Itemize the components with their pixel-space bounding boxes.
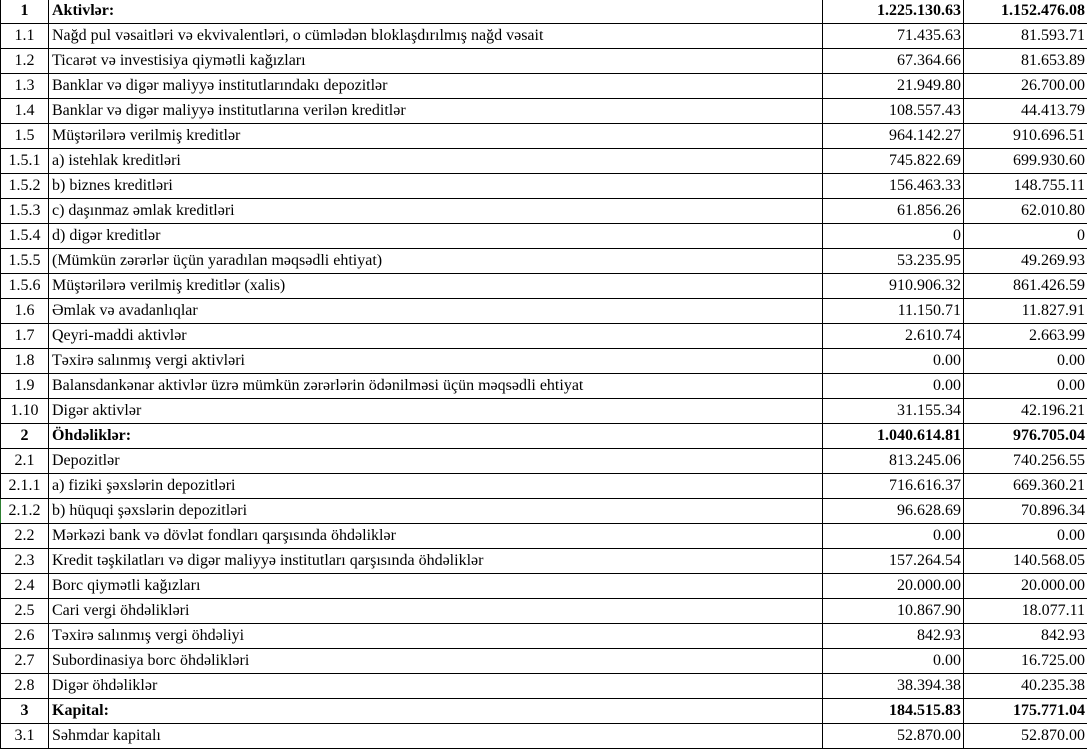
table-row[interactable] xyxy=(1,549,1087,574)
value-current-cell[interactable]: 52.870.00 xyxy=(823,724,964,749)
value-previous-cell[interactable]: 44.413.79 xyxy=(964,99,1087,124)
value-current-cell[interactable]: 716.616.37 xyxy=(823,474,964,499)
row-number-cell[interactable]: 1.5 xyxy=(1,124,49,149)
row-number-cell[interactable]: 1.2 xyxy=(1,49,49,74)
row-number-cell[interactable]: 2.1 xyxy=(1,449,49,474)
row-label-cell[interactable]: Kapital: xyxy=(49,699,823,724)
table-row[interactable] xyxy=(1,574,1087,599)
row-label-cell[interactable]: (Mümkün zərərlər üçün yaradılan məqsədli ehtiyat) xyxy=(49,249,823,274)
value-previous-cell[interactable]: 11.827.91 xyxy=(964,299,1087,324)
table-row[interactable] xyxy=(1,49,1087,74)
value-current-cell[interactable]: 157.264.54 xyxy=(823,549,964,574)
row-number-cell[interactable]: 1.5.1 xyxy=(1,149,49,174)
table-row[interactable] xyxy=(1,374,1087,399)
value-previous-cell[interactable]: 26.700.00 xyxy=(964,74,1087,99)
row-number-cell[interactable]: 2.3 xyxy=(1,549,49,574)
value-previous-cell[interactable]: 2.663.99 xyxy=(964,324,1087,349)
table-row[interactable] xyxy=(1,124,1087,149)
value-current-cell[interactable]: 184.515.83 xyxy=(823,699,964,724)
row-number-cell[interactable]: 2.2 xyxy=(1,524,49,549)
row-label-cell[interactable]: Digər öhdəliklər xyxy=(49,674,823,699)
value-previous-cell[interactable]: 16.725.00 xyxy=(964,649,1087,674)
value-previous-cell[interactable]: 0.00 xyxy=(964,374,1087,399)
row-label-cell[interactable]: Subordinasiya borc öhdəlikləri xyxy=(49,649,823,674)
value-previous-cell[interactable]: 18.077.11 xyxy=(964,599,1087,624)
row-label-cell[interactable]: b) hüquqi şəxslərin depozitləri xyxy=(49,499,823,524)
table-row[interactable] xyxy=(1,99,1087,124)
value-current-cell[interactable]: 21.949.80 xyxy=(823,74,964,99)
row-label-cell[interactable]: Müştərilərə verilmiş kreditlər xyxy=(49,124,823,149)
row-label-cell[interactable]: Kredit təşkilatları və digər maliyyə institutları qarşısında öhdəliklər xyxy=(49,549,823,574)
value-current-cell[interactable]: 71.435.63 xyxy=(823,24,964,49)
value-previous-cell[interactable]: 0.00 xyxy=(964,349,1087,374)
table-row[interactable] xyxy=(1,249,1087,274)
value-previous-cell[interactable]: 910.696.51 xyxy=(964,124,1087,149)
value-previous-cell[interactable]: 861.426.59 xyxy=(964,274,1087,299)
value-current-cell[interactable]: 745.822.69 xyxy=(823,149,964,174)
value-previous-cell[interactable]: 81.653.89 xyxy=(964,49,1087,74)
value-current-cell[interactable]: 1.040.614.81 xyxy=(823,424,964,449)
row-label-cell[interactable]: Təxirə salınmış vergi aktivləri xyxy=(49,349,823,374)
row-number-cell[interactable]: 1.8 xyxy=(1,349,49,374)
row-number-cell[interactable]: 1.9 xyxy=(1,374,49,399)
row-number-cell[interactable]: 1.7 xyxy=(1,324,49,349)
value-previous-cell[interactable]: 0.00 xyxy=(964,524,1087,549)
value-current-cell[interactable]: 1.225.130.63 xyxy=(823,0,964,24)
value-previous-cell[interactable]: 62.010.80 xyxy=(964,199,1087,224)
table-row[interactable] xyxy=(1,149,1087,174)
row-label-cell[interactable]: Əmlak və avadanlıqlar xyxy=(49,299,823,324)
row-number-cell[interactable]: 1.1 xyxy=(1,24,49,49)
row-label-cell[interactable]: Aktivlər: xyxy=(49,0,823,24)
row-label-cell[interactable]: Mərkəzi bank və dövlət fondları qarşısında öhdəliklər xyxy=(49,524,823,549)
value-previous-cell[interactable]: 52.870.00 xyxy=(964,724,1087,749)
value-current-cell[interactable]: 67.364.66 xyxy=(823,49,964,74)
value-previous-cell[interactable]: 699.930.60 xyxy=(964,149,1087,174)
row-number-cell[interactable]: 2.6 xyxy=(1,624,49,649)
value-current-cell[interactable]: 964.142.27 xyxy=(823,124,964,149)
row-number-cell[interactable]: 1.5.5 xyxy=(1,249,49,274)
row-number-cell[interactable]: 1.3 xyxy=(1,74,49,99)
value-previous-cell[interactable]: 40.235.38 xyxy=(964,674,1087,699)
value-current-cell[interactable]: 11.150.71 xyxy=(823,299,964,324)
row-label-cell[interactable]: c) daşınmaz əmlak kreditləri xyxy=(49,199,823,224)
value-current-cell[interactable]: 61.856.26 xyxy=(823,199,964,224)
row-number-cell[interactable]: 3 xyxy=(1,699,49,724)
table-row[interactable] xyxy=(1,449,1087,474)
table-row[interactable] xyxy=(1,199,1087,224)
value-current-cell[interactable]: 156.463.33 xyxy=(823,174,964,199)
row-number-cell[interactable]: 2.8 xyxy=(1,674,49,699)
table-row[interactable] xyxy=(1,674,1087,699)
row-label-cell[interactable]: Nağd pul vəsaitləri və ekvivalentləri, o cümlədən bloklaşdırılmış nağd vəsait xyxy=(49,24,823,49)
value-current-cell[interactable]: 0.00 xyxy=(823,349,964,374)
row-label-cell[interactable]: Təxirə salınmış vergi öhdəliyi xyxy=(49,624,823,649)
table-row[interactable] xyxy=(1,349,1087,374)
table-row[interactable] xyxy=(1,499,1087,524)
value-previous-cell[interactable]: 49.269.93 xyxy=(964,249,1087,274)
value-current-cell[interactable]: 0.00 xyxy=(823,374,964,399)
row-number-cell[interactable]: 2.1.2 xyxy=(1,499,49,524)
table-row[interactable] xyxy=(1,74,1087,99)
table-row[interactable] xyxy=(1,424,1087,449)
table-row[interactable] xyxy=(1,324,1087,349)
row-number-cell[interactable]: 1 xyxy=(1,0,49,24)
value-current-cell[interactable]: 20.000.00 xyxy=(823,574,964,599)
row-label-cell[interactable]: Müştərilərə verilmiş kreditlər (xalis) xyxy=(49,274,823,299)
row-number-cell[interactable]: 2.4 xyxy=(1,574,49,599)
row-label-cell[interactable]: Ticarət və investisiya qiymətli kağızları xyxy=(49,49,823,74)
value-previous-cell[interactable]: 175.771.04 xyxy=(964,699,1087,724)
row-label-cell[interactable]: Səhmdar kapitalı xyxy=(49,724,823,749)
table-row[interactable] xyxy=(1,0,1087,24)
value-previous-cell[interactable]: 0 xyxy=(964,224,1087,249)
row-number-cell[interactable]: 2.7 xyxy=(1,649,49,674)
table-row[interactable] xyxy=(1,24,1087,49)
row-number-cell[interactable]: 1.6 xyxy=(1,299,49,324)
row-label-cell[interactable]: Depozitlər xyxy=(49,449,823,474)
row-label-cell[interactable]: Banklar və digər maliyyə institutlarındakı depozitlər xyxy=(49,74,823,99)
value-previous-cell[interactable]: 70.896.34 xyxy=(964,499,1087,524)
row-label-cell[interactable]: d) digər kreditlər xyxy=(49,224,823,249)
value-current-cell[interactable]: 53.235.95 xyxy=(823,249,964,274)
table-row[interactable] xyxy=(1,624,1087,649)
row-label-cell[interactable]: Borc qiymətli kağızları xyxy=(49,574,823,599)
table-row[interactable] xyxy=(1,649,1087,674)
table-row[interactable] xyxy=(1,174,1087,199)
value-previous-cell[interactable]: 976.705.04 xyxy=(964,424,1087,449)
value-current-cell[interactable]: 813.245.06 xyxy=(823,449,964,474)
row-number-cell[interactable]: 2.1.1 xyxy=(1,474,49,499)
table-row[interactable] xyxy=(1,524,1087,549)
value-previous-cell[interactable]: 81.593.71 xyxy=(964,24,1087,49)
row-number-cell[interactable]: 1.4 xyxy=(1,99,49,124)
value-previous-cell[interactable]: 842.93 xyxy=(964,624,1087,649)
row-number-cell[interactable]: 2 xyxy=(1,424,49,449)
table-row[interactable] xyxy=(1,399,1087,424)
value-current-cell[interactable]: 2.610.74 xyxy=(823,324,964,349)
value-current-cell[interactable]: 0.00 xyxy=(823,524,964,549)
row-label-cell[interactable]: Öhdəliklər: xyxy=(49,424,823,449)
value-previous-cell[interactable]: 148.755.11 xyxy=(964,174,1087,199)
value-current-cell[interactable]: 108.557.43 xyxy=(823,99,964,124)
row-number-cell[interactable]: 3.1 xyxy=(1,724,49,749)
value-current-cell[interactable]: 910.906.32 xyxy=(823,274,964,299)
value-current-cell[interactable]: 10.867.90 xyxy=(823,599,964,624)
value-previous-cell[interactable]: 20.000.00 xyxy=(964,574,1087,599)
value-current-cell[interactable]: 38.394.38 xyxy=(823,674,964,699)
table-row[interactable] xyxy=(1,224,1087,249)
row-label-cell[interactable]: Balansdankənar aktivlər üzrə mümkün zərərlərin ödənilməsi üçün məqsədli ehtiyat xyxy=(49,374,823,399)
value-previous-cell[interactable]: 1.152.476.08 xyxy=(964,0,1087,24)
value-current-cell[interactable]: 0.00 xyxy=(823,649,964,674)
row-label-cell[interactable]: a) istehlak kreditləri xyxy=(49,149,823,174)
balance-sheet-body xyxy=(1,0,1087,749)
row-number-cell[interactable]: 2.5 xyxy=(1,599,49,624)
value-current-cell[interactable]: 31.155.34 xyxy=(823,399,964,424)
row-label-cell[interactable]: Cari vergi öhdəlikləri xyxy=(49,599,823,624)
table-row[interactable] xyxy=(1,724,1087,749)
table-row[interactable] xyxy=(1,599,1087,624)
table-row[interactable] xyxy=(1,699,1087,724)
table-row[interactable] xyxy=(1,299,1087,324)
value-previous-cell[interactable]: 42.196.21 xyxy=(964,399,1087,424)
value-current-cell[interactable]: 96.628.69 xyxy=(823,499,964,524)
row-label-cell[interactable]: a) fiziki şəxslərin depozitləri xyxy=(49,474,823,499)
row-number-cell[interactable]: 1.5.3 xyxy=(1,199,49,224)
row-label-cell[interactable]: Banklar və digər maliyyə institutlarına verilən kreditlər xyxy=(49,99,823,124)
row-number-cell[interactable]: 1.10 xyxy=(1,399,49,424)
row-label-cell[interactable]: Digər aktivlər xyxy=(49,399,823,424)
value-current-cell[interactable]: 0 xyxy=(823,224,964,249)
row-label-cell[interactable]: Qeyri-maddi aktivlər xyxy=(49,324,823,349)
row-number-cell[interactable]: 1.5.2 xyxy=(1,174,49,199)
row-number-cell[interactable]: 1.5.4 xyxy=(1,224,49,249)
value-previous-cell[interactable]: 140.568.05 xyxy=(964,549,1087,574)
table-row[interactable] xyxy=(1,474,1087,499)
value-current-cell[interactable]: 842.93 xyxy=(823,624,964,649)
table-row[interactable] xyxy=(1,274,1087,299)
row-label-cell[interactable]: b) biznes kreditləri xyxy=(49,174,823,199)
value-previous-cell[interactable]: 669.360.21 xyxy=(964,474,1087,499)
row-number-cell[interactable]: 1.5.6 xyxy=(1,274,49,299)
value-previous-cell[interactable]: 740.256.55 xyxy=(964,449,1087,474)
